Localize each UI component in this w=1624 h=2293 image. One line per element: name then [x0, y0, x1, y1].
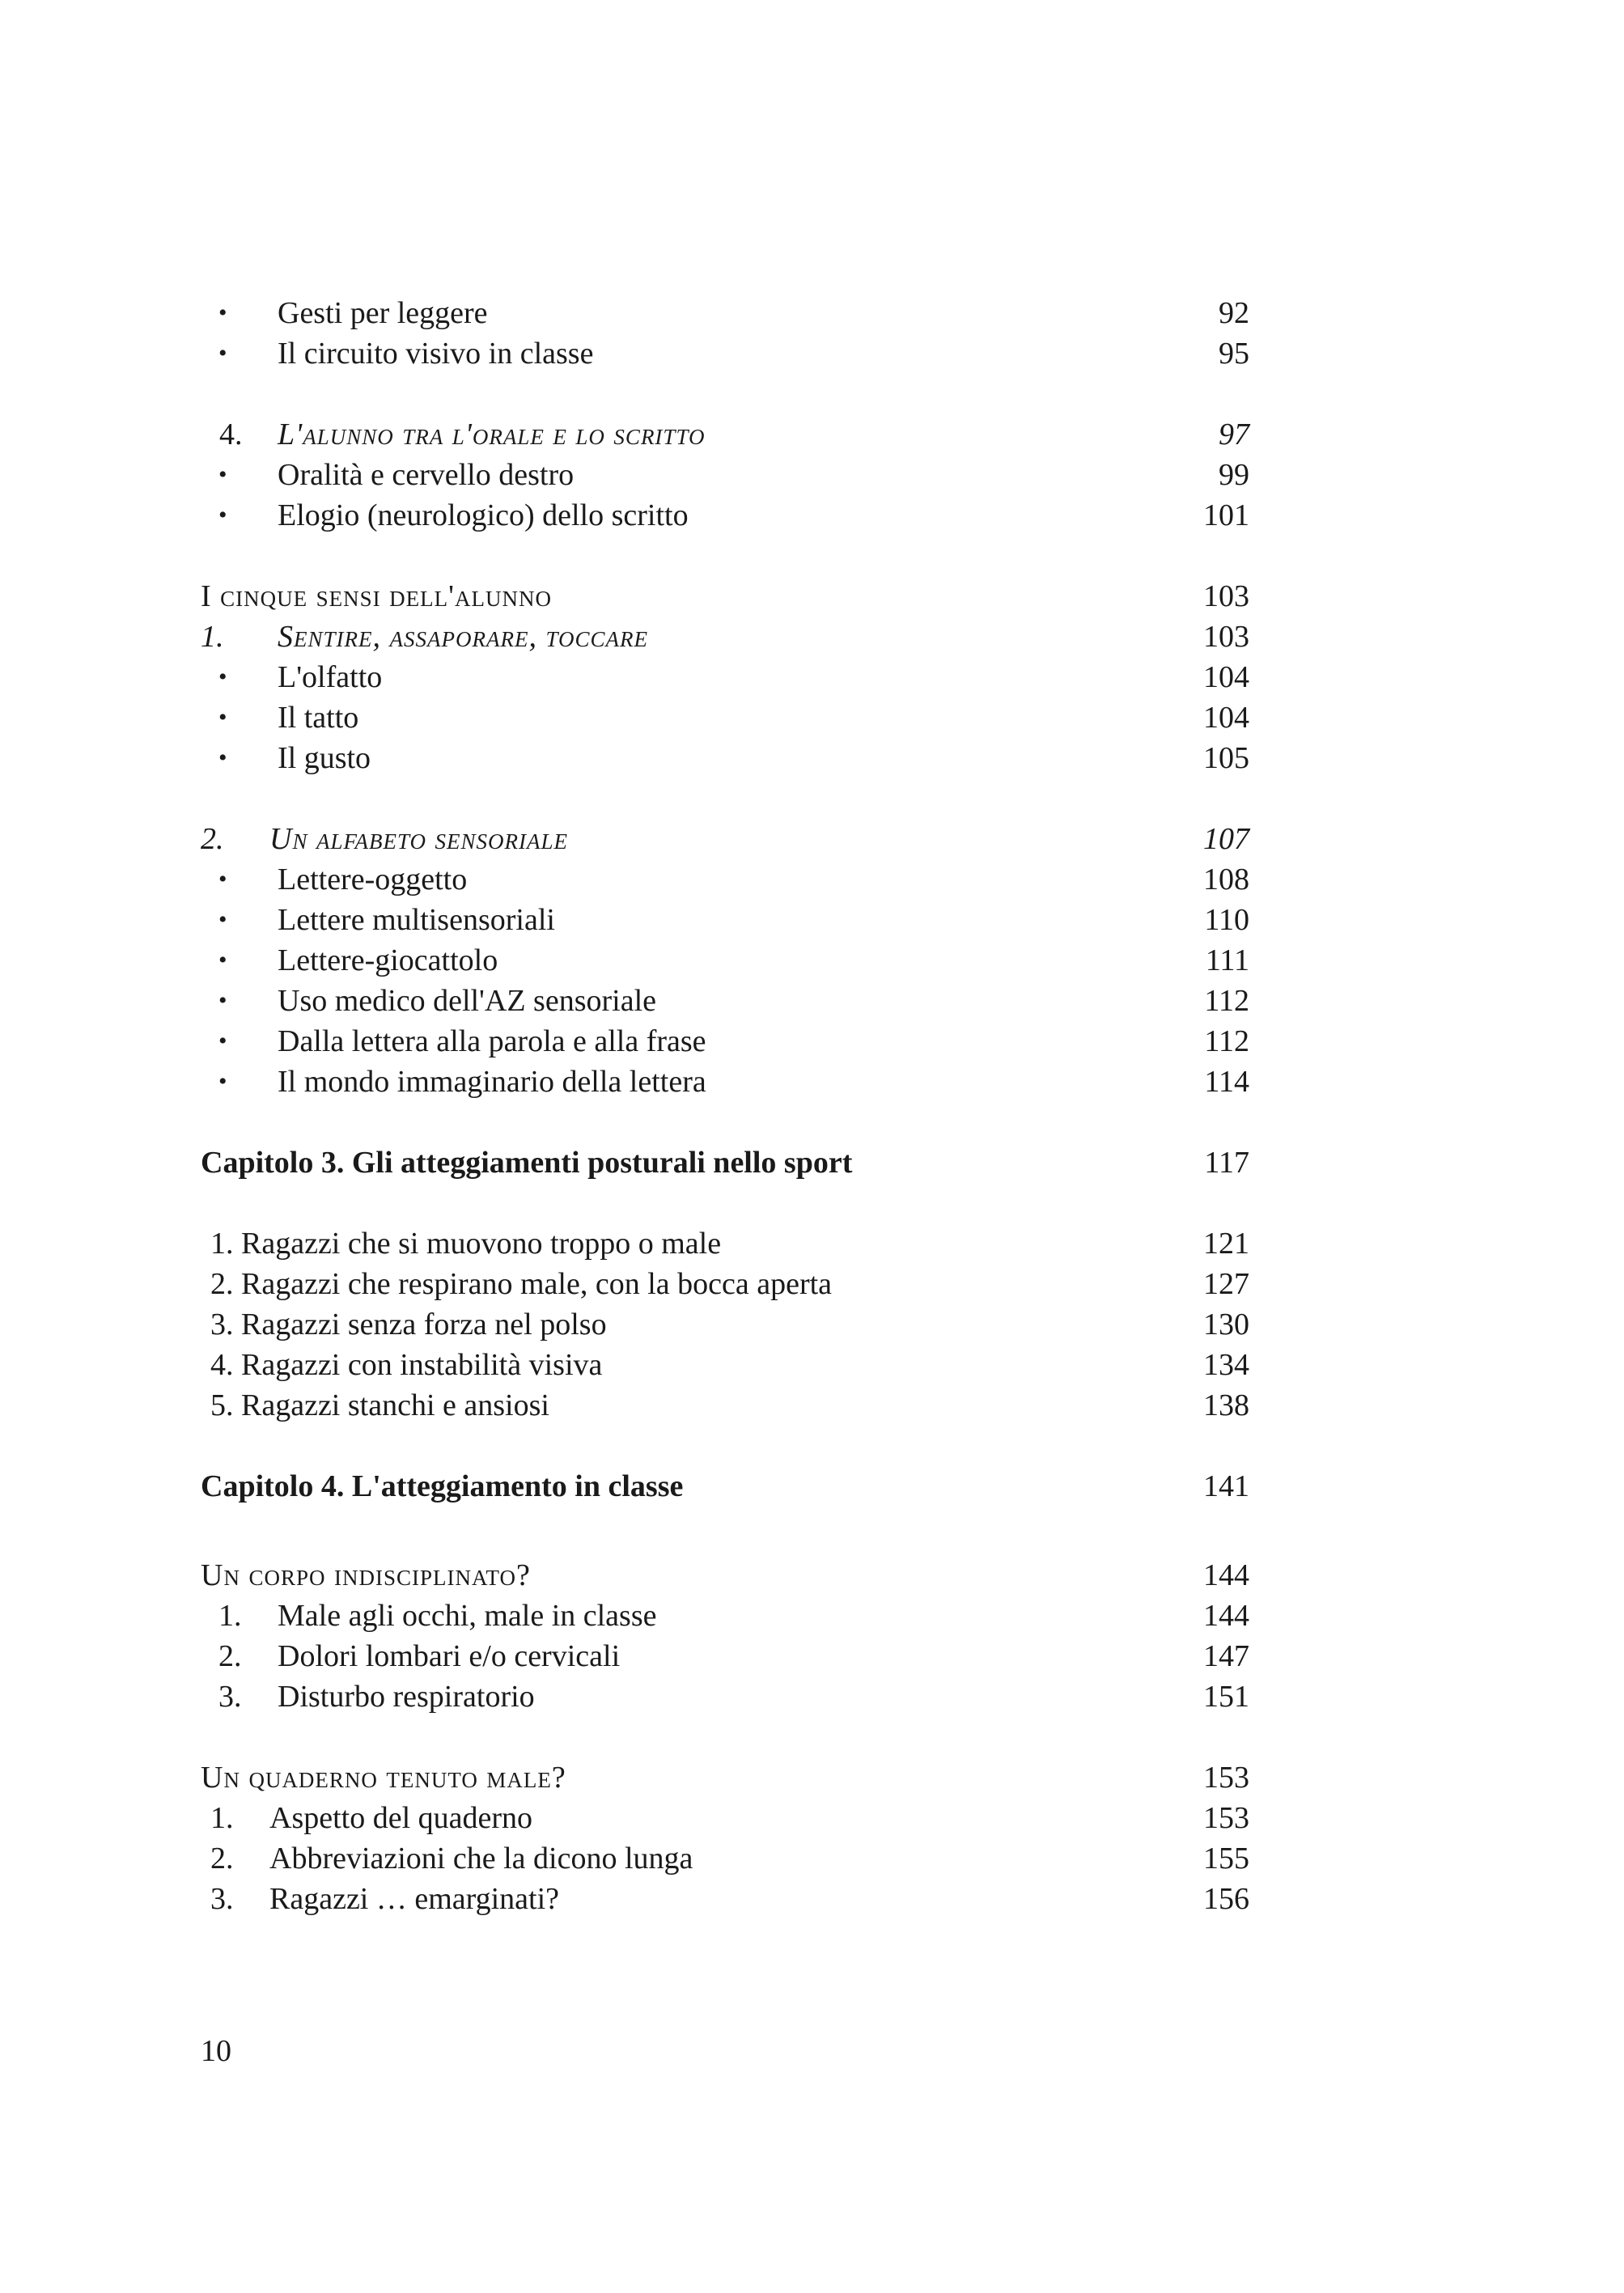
- toc-entry: [201, 455, 1249, 495]
- toc-subsection-number: 4.: [219, 417, 243, 451]
- bullet-icon: •: [218, 299, 227, 326]
- toc-entry: [201, 333, 1249, 374]
- toc-entry-page: 107: [1203, 822, 1249, 856]
- toc-entry-title: Elogio (neurologico) dello scritto: [278, 498, 689, 532]
- toc-entry-page: 101: [1203, 498, 1249, 532]
- toc-entry-title: 4. Ragazzi con instabilità visiva: [210, 1348, 603, 1382]
- toc-chapter: [201, 1142, 1249, 1183]
- toc-entry-page: 103: [1203, 579, 1249, 613]
- toc-entry-page: 144: [1203, 1558, 1249, 1592]
- page-number: 10: [201, 2034, 231, 2068]
- toc-entry-title: 1. Ragazzi che si muovono troppo o male: [210, 1227, 722, 1261]
- toc-entry-title: Lettere-giocattolo: [278, 943, 498, 977]
- toc-entry: [201, 1798, 1249, 1838]
- toc-entry-page: 112: [1204, 984, 1249, 1018]
- toc-entry: [201, 1385, 1249, 1426]
- toc-entry-page: 108: [1203, 863, 1249, 896]
- toc-entry-page: 147: [1203, 1639, 1249, 1673]
- toc-section-title: Un quaderno tenuto male?: [201, 1761, 566, 1795]
- bullet-icon: •: [218, 502, 227, 528]
- bullet-icon: •: [218, 1028, 227, 1054]
- toc-entry: [201, 1223, 1249, 1264]
- bullet-icon: •: [218, 866, 227, 892]
- toc-entry: [201, 697, 1249, 738]
- toc-entry: [201, 1304, 1249, 1345]
- toc-entry-page: 114: [1204, 1065, 1249, 1099]
- bullet-icon: •: [218, 663, 227, 690]
- toc-entry-title: Lettere-oggetto: [278, 863, 468, 896]
- toc-entry-page: 127: [1203, 1267, 1249, 1301]
- bullet-icon: •: [218, 744, 227, 771]
- toc-entry: [201, 1838, 1249, 1879]
- toc-entry: [201, 1879, 1249, 1919]
- toc-entry-title: Oralità e cervello destro: [278, 458, 575, 492]
- toc-subsection: [201, 617, 1249, 657]
- toc-entry-page: 105: [1203, 741, 1249, 775]
- toc-section: [201, 1555, 1249, 1596]
- toc-entry-title: Il circuito visivo in classe: [278, 337, 594, 371]
- toc-entry-page: 104: [1203, 701, 1249, 735]
- toc-chapter: [201, 1466, 1249, 1507]
- toc-chapter-title: Capitolo 3. Gli atteggiamenti posturali nello sport: [201, 1146, 853, 1180]
- toc-entry: [201, 1636, 1249, 1676]
- toc-section-title: I cinque sensi dell'alunno: [201, 579, 552, 613]
- toc-entry-page: 95: [1219, 337, 1249, 371]
- toc-entry: [201, 293, 1249, 333]
- toc-entry-page: 141: [1203, 1469, 1249, 1503]
- toc-entry: [201, 940, 1249, 981]
- toc-entry: [201, 1676, 1249, 1717]
- toc-entry-page: 117: [1204, 1146, 1249, 1180]
- toc-entry-title: Lettere multisensoriali: [278, 903, 555, 937]
- toc-entry: [201, 859, 1249, 900]
- bullet-icon: •: [218, 1068, 227, 1095]
- toc-entry-title: Dalla lettera alla parola e alla frase: [278, 1024, 706, 1058]
- bullet-icon: •: [218, 906, 227, 933]
- toc-entry-title: Il mondo immaginario della lettera: [278, 1065, 706, 1099]
- toc-entry-page: 97: [1219, 417, 1249, 451]
- toc-entry-title: Gesti per leggere: [278, 296, 488, 330]
- toc-entry-number: 1.: [210, 1801, 234, 1835]
- toc-entry-page: 144: [1203, 1599, 1249, 1633]
- toc-entry-title: L'olfatto: [278, 660, 383, 694]
- toc-entry-page: 111: [1205, 943, 1249, 977]
- toc-entry-page: 153: [1203, 1761, 1249, 1795]
- toc-entry: [201, 657, 1249, 697]
- toc-subsection-title: L'alunno tra l'orale e lo scritto: [278, 417, 706, 451]
- toc-entry-page: 153: [1203, 1801, 1249, 1835]
- toc-entry-page: 92: [1219, 296, 1249, 330]
- toc-entry-page: 138: [1203, 1388, 1249, 1422]
- toc-entry-page: 156: [1203, 1882, 1249, 1916]
- toc-subsection: [201, 414, 1249, 455]
- bullet-icon: •: [218, 987, 227, 1014]
- bullet-icon: •: [218, 947, 227, 973]
- toc-entry-title: Ragazzi … emarginati?: [269, 1882, 560, 1916]
- toc-entry-title: Aspetto del quaderno: [269, 1801, 533, 1835]
- toc-entry-title: 2. Ragazzi che respirano male, con la bocca aperta: [210, 1267, 833, 1301]
- toc-entry-page: 110: [1204, 903, 1249, 937]
- toc-entry-page: 130: [1203, 1308, 1249, 1341]
- toc-chapter-title: Capitolo 4. L'atteggiamento in classe: [201, 1469, 684, 1503]
- toc-entry: [201, 495, 1249, 536]
- toc-entry-page: 151: [1203, 1680, 1249, 1714]
- toc-entry-number: 2.: [218, 1639, 242, 1673]
- toc-entry: [201, 1596, 1249, 1636]
- toc-entry-page: 104: [1203, 660, 1249, 694]
- toc-entry-number: 3.: [218, 1680, 242, 1714]
- toc-entry-title: 3. Ragazzi senza forza nel polso: [210, 1308, 607, 1341]
- toc-section-title: Un corpo indisciplinato?: [201, 1558, 531, 1592]
- toc-entry-number: 1.: [218, 1599, 242, 1633]
- toc-entry-number: 3.: [210, 1882, 234, 1916]
- toc-entry-title: Dolori lombari e/o cervicali: [278, 1639, 621, 1673]
- toc-subsection-title: Un alfabeto sensoriale: [269, 822, 568, 856]
- toc-entry: [201, 981, 1249, 1021]
- toc-section: [201, 576, 1249, 617]
- toc-entry: [201, 1062, 1249, 1102]
- toc-entry: [201, 1021, 1249, 1062]
- toc-entry-title: Disturbo respiratorio: [278, 1680, 535, 1714]
- toc-entry-title: Male agli occhi, male in classe: [278, 1599, 657, 1633]
- toc-entry: [201, 1264, 1249, 1304]
- toc-subsection-number: 2.: [201, 822, 224, 856]
- toc-entry-title: Uso medico dell'AZ sensoriale: [278, 984, 657, 1018]
- toc-section: [201, 1757, 1249, 1798]
- toc-entry-number: 2.: [210, 1842, 234, 1876]
- toc-subsection: [201, 819, 1249, 859]
- toc-entry-title: Il tatto: [278, 701, 359, 735]
- bullet-icon: •: [218, 461, 227, 488]
- toc-entry-title: Il gusto: [278, 741, 371, 775]
- toc-entry-page: 103: [1203, 620, 1249, 654]
- bullet-icon: •: [218, 704, 227, 731]
- toc-entry-title: Abbreviazioni che la dicono lunga: [269, 1842, 693, 1876]
- toc-entry-page: 99: [1219, 458, 1249, 492]
- toc-subsection-number: 1.: [201, 620, 224, 654]
- toc-entry-page: 134: [1203, 1348, 1249, 1382]
- toc-entry-page: 112: [1204, 1024, 1249, 1058]
- toc-entry-page: 155: [1203, 1842, 1249, 1876]
- toc-entry: [201, 1345, 1249, 1385]
- toc-entry-page: 121: [1203, 1227, 1249, 1261]
- toc-entry-title: 5. Ragazzi stanchi e ansiosi: [210, 1388, 549, 1422]
- bullet-icon: •: [218, 340, 227, 367]
- toc-entry: [201, 738, 1249, 778]
- toc-entry: [201, 900, 1249, 940]
- toc-subsection-title: Sentire, assaporare, toccare: [278, 620, 648, 654]
